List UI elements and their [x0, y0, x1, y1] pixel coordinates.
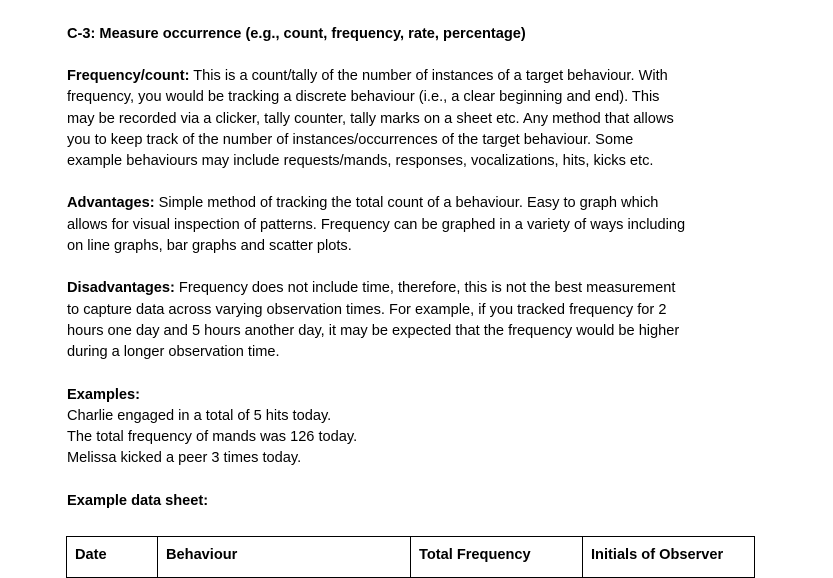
advantages-line-1: [67, 193, 767, 214]
examples-label: Examples:: [67, 386, 141, 403]
data-sheet-table: [66, 536, 755, 578]
advantages-line-3: on line graphs, bar graphs and scatter plots.: [67, 238, 352, 255]
frequency-label: Frequency/count:: [67, 68, 190, 84]
data-sheet-label: Example data sheet:: [67, 492, 209, 509]
frequency-line-1: [67, 66, 767, 87]
column-header-behaviour: Behaviour: [158, 537, 411, 578]
section-heading: C-3: Measure occurrence (e.g., count, frequency, rate, percentage): [67, 26, 526, 42]
frequency-text-1: This is a count/tally of the number of instances of a target behaviour. With: [189, 68, 668, 84]
disadvantages-line-4: during a longer observation time.: [67, 344, 280, 361]
spacer: [67, 470, 767, 491]
spacer: [67, 364, 767, 385]
frequency-paragraph: [67, 66, 767, 172]
frequency-line-5: example behaviours may include requests/mands, responses, vocalizations, hits, kicks etc.: [67, 153, 654, 170]
frequency-line-4: you to keep track of the number of instances/occurrences of the target behaviour. Some: [67, 131, 634, 148]
column-header-initials-of-observer: Initials of Observer: [583, 537, 755, 578]
column-header-date: Date: [67, 537, 158, 578]
advantages-paragraph: [67, 193, 767, 257]
spacer: [67, 172, 767, 193]
disadvantages-line-2: to capture data across varying observation times. For example, if you tracked frequency for 2: [67, 301, 667, 318]
spacer: [67, 45, 767, 66]
advantages-label: Advantages:: [67, 195, 155, 212]
column-header-total-frequency: Total Frequency: [411, 537, 583, 578]
spacer: [67, 257, 767, 278]
frequency-line-3: may be recorded via a clicker, tally counter, tally marks on a sheet etc. Any method that allows: [67, 110, 674, 127]
document-body: [67, 24, 767, 512]
disadvantages-text-1: Frequency does not include time, therefore, this is not the best measurement: [174, 280, 676, 297]
data-sheet-paragraph: [67, 491, 767, 512]
advantages-text-1: Simple method of tracking the total count of a behaviour. Easy to graph which: [154, 195, 659, 212]
disadvantages-paragraph: [67, 278, 767, 363]
frequency-line-2: frequency, you would be tracking a discrete behaviour (i.e., a clear beginning and end). This: [67, 89, 660, 106]
table-header-row: [67, 537, 755, 578]
disadvantages-line-1: [67, 278, 767, 299]
example-item-1: Charlie engaged in a total of 5 hits today.: [67, 407, 332, 424]
examples-paragraph: [67, 385, 767, 470]
example-item-2: The total frequency of mands was 126 today.: [67, 429, 358, 446]
disadvantages-line-3: hours one day and 5 hours another day, it may be expected that the frequency would be higher: [67, 322, 680, 339]
example-item-3: Melissa kicked a peer 3 times today.: [67, 450, 302, 467]
advantages-line-2: allows for visual inspection of patterns. Frequency can be graphed in a variety of ways including: [67, 216, 686, 233]
disadvantages-label: Disadvantages:: [67, 280, 175, 297]
